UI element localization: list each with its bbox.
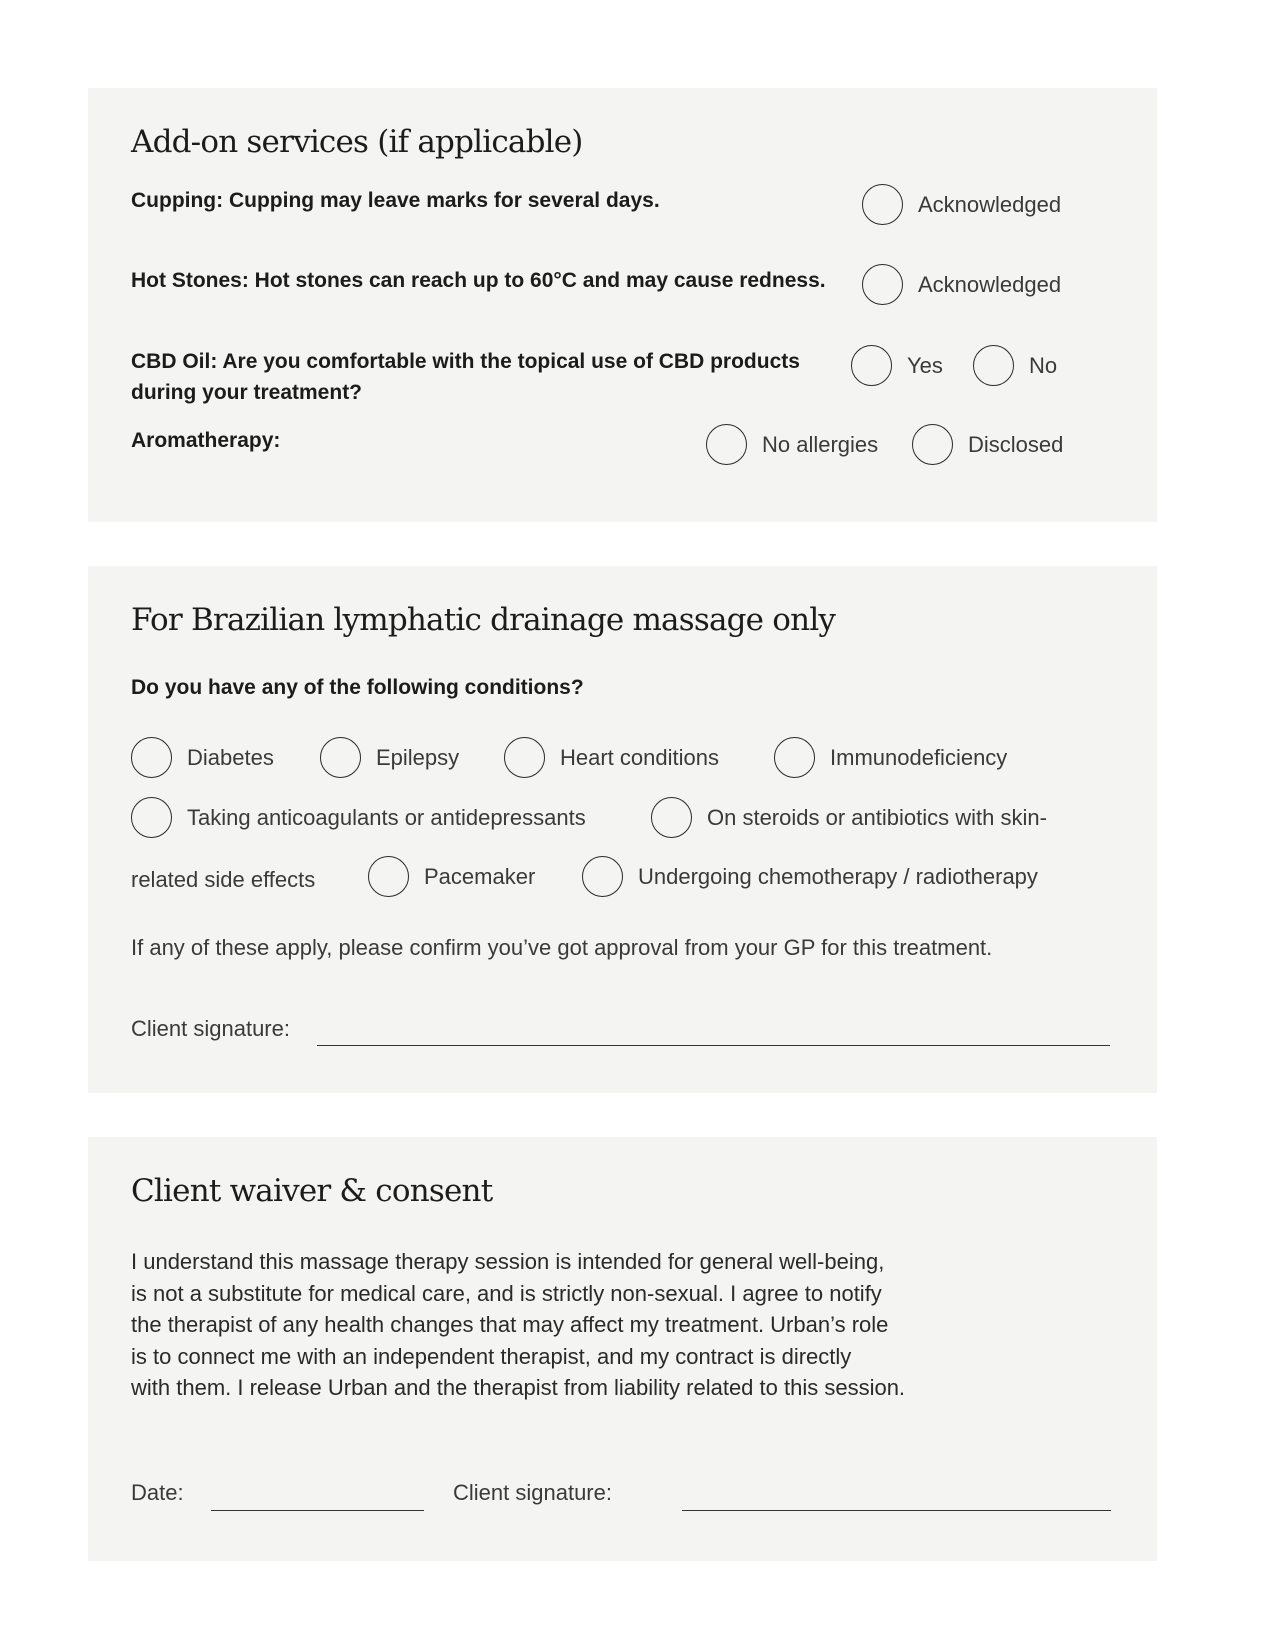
- aromatherapy-no-allergies-radio[interactable]: [706, 424, 747, 465]
- aromatherapy-disclosed-radio[interactable]: [912, 424, 953, 465]
- waiver-paragraph: [131, 1246, 905, 1404]
- cupping-acknowledged-option[interactable]: [862, 184, 1061, 225]
- condition-diabetes[interactable]: [131, 737, 274, 778]
- aromatherapy-no-allergies-option[interactable]: [706, 424, 878, 465]
- gp-approval-note: If any of these apply, please confirm you’ve got approval from your GP for this treatment.: [131, 935, 993, 960]
- hot-stones-acknowledged-label: Acknowledged: [918, 271, 1062, 297]
- condition-anticoagulants-radio[interactable]: [131, 797, 172, 838]
- cbd-no-label: No: [1029, 352, 1058, 378]
- cbd-yes-option[interactable]: [851, 345, 943, 386]
- lymphatic-signature-line[interactable]: [317, 1045, 1110, 1046]
- waiver-line: is not a substitute for medical care, and is strictly non-sexual. I agree to notify: [131, 1280, 882, 1306]
- waiver-signature-label: Client signature:: [453, 1480, 612, 1505]
- condition-pacemaker-label: Pacemaker: [424, 863, 536, 889]
- addon-services-section: [88, 88, 1157, 522]
- condition-steroids-radio[interactable]: [651, 797, 692, 838]
- condition-immunodeficiency-radio[interactable]: [774, 737, 815, 778]
- condition-epilepsy-radio[interactable]: [320, 737, 361, 778]
- date-label: Date:: [131, 1480, 184, 1505]
- condition-pacemaker-radio[interactable]: [368, 856, 409, 897]
- condition-anticoagulants[interactable]: [131, 797, 586, 838]
- condition-epilepsy-label: Epilepsy: [376, 744, 460, 770]
- waiver-title: Client waiver & consent: [131, 1173, 493, 1209]
- aromatherapy-disclosed-option[interactable]: [912, 424, 1063, 465]
- condition-chemotherapy-radio[interactable]: [582, 856, 623, 897]
- condition-immunodeficiency-label: Immunodeficiency: [830, 744, 1008, 770]
- condition-anticoagulants-label: Taking anticoagulants or antidepressants: [187, 804, 586, 830]
- waiver-line: the therapist of any health changes that may affect my treatment. Urban’s role: [131, 1312, 889, 1337]
- aromatherapy-label: Aromatherapy:: [131, 429, 281, 452]
- condition-heart-label: Heart conditions: [560, 744, 719, 770]
- condition-diabetes-label: Diabetes: [187, 744, 274, 770]
- waiver-section: [88, 1137, 1157, 1561]
- date-line[interactable]: [211, 1510, 424, 1511]
- cbd-yes-label: Yes: [907, 352, 943, 378]
- waiver-signature-line[interactable]: [682, 1510, 1111, 1511]
- condition-steroids-label-continued: related side effects: [131, 867, 316, 892]
- conditions-question: Do you have any of the following conditions?: [131, 676, 584, 699]
- addon-services-title: Add-on services (if applicable): [131, 124, 583, 160]
- waiver-line: with them. I release Urban and the therapist from liability related to this session.: [131, 1375, 906, 1400]
- condition-chemotherapy[interactable]: [582, 856, 1038, 897]
- aromatherapy-disclosed-label: Disclosed: [968, 431, 1064, 457]
- cbd-no-radio[interactable]: [973, 345, 1014, 386]
- cbd-yes-radio[interactable]: [851, 345, 892, 386]
- hot-stones-label: Hot Stones: Hot stones can reach up to 60°C and may cause redness.: [131, 269, 826, 292]
- cupping-acknowledged-radio[interactable]: [862, 184, 903, 225]
- hot-stones-acknowledged-option[interactable]: [862, 264, 1061, 305]
- lymphatic-title: For Brazilian lymphatic drainage massage only: [131, 602, 836, 638]
- condition-immunodeficiency[interactable]: [774, 737, 1007, 778]
- cbd-no-option[interactable]: [973, 345, 1057, 386]
- waiver-line: is to connect me with an independent therapist, and my contract is directly: [131, 1343, 852, 1369]
- cupping-acknowledged-label: Acknowledged: [918, 191, 1062, 217]
- condition-pacemaker[interactable]: [368, 856, 535, 897]
- aromatherapy-no-allergies-label: No allergies: [762, 431, 879, 457]
- cbd-oil-label: CBD Oil: Are you comfortable with the topical use of CBD products during your treatment?: [131, 350, 800, 404]
- condition-diabetes-radio[interactable]: [131, 737, 172, 778]
- lymphatic-signature-label: Client signature:: [131, 1016, 290, 1041]
- condition-epilepsy[interactable]: [320, 737, 459, 778]
- condition-heart-radio[interactable]: [504, 737, 545, 778]
- condition-steroids-label: On steroids or antibiotics with skin-: [707, 804, 1047, 830]
- condition-steroids[interactable]: [651, 797, 1047, 838]
- lymphatic-drainage-section: [88, 566, 1157, 1093]
- waiver-line: I understand this massage therapy session is intended for general well-being,: [131, 1249, 885, 1274]
- condition-heart[interactable]: [504, 737, 719, 778]
- cupping-label: Cupping: Cupping may leave marks for several days.: [131, 189, 660, 212]
- hot-stones-acknowledged-radio[interactable]: [862, 264, 903, 305]
- condition-chemotherapy-label: Undergoing chemotherapy / radiotherapy: [638, 863, 1038, 889]
